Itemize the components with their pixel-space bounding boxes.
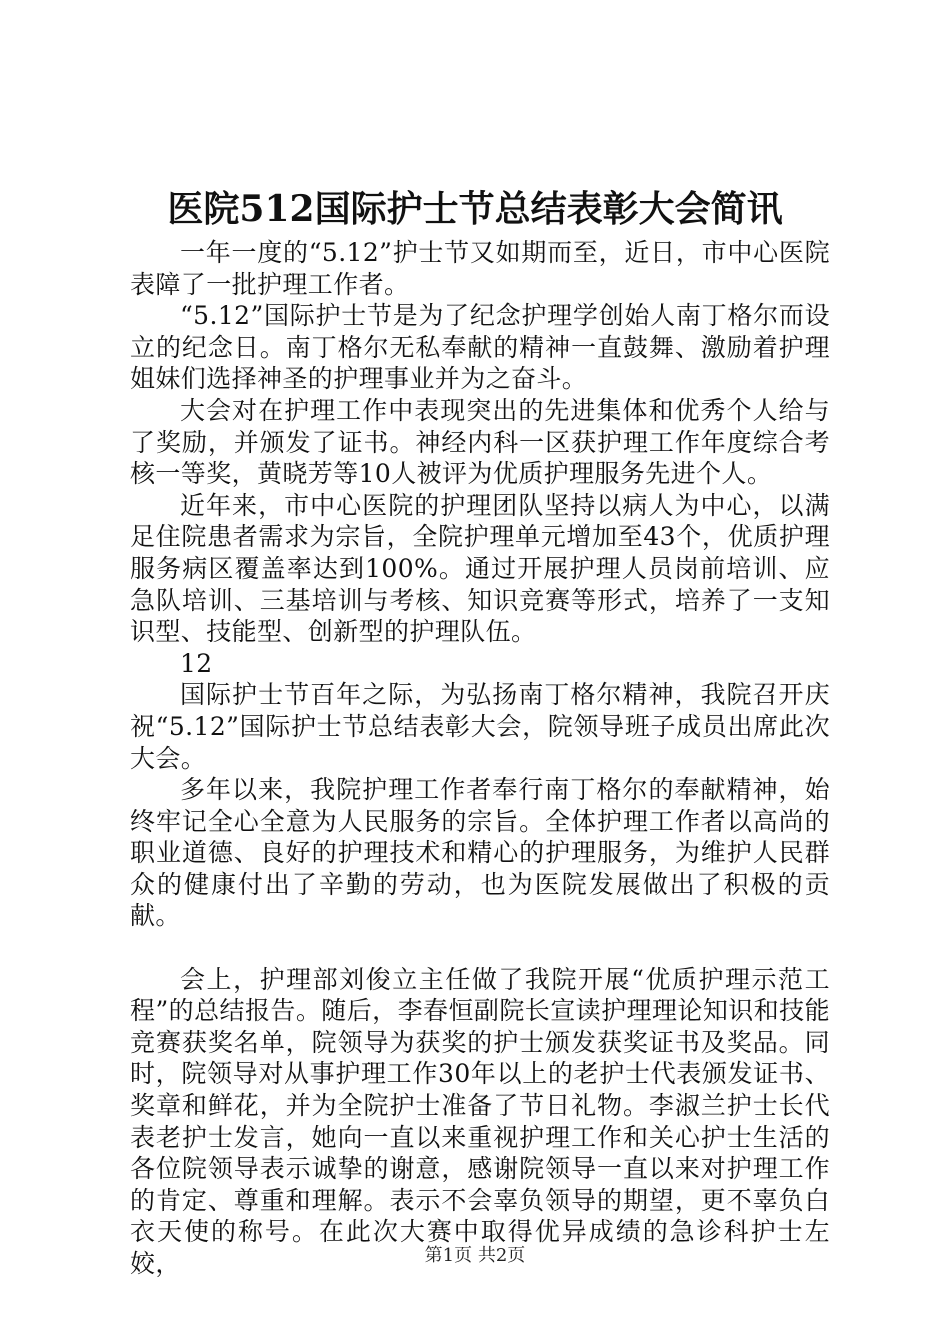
paragraph: 大会对在护理工作中表现突出的先进集体和优秀个人给与了奖励，并颁发了证书。神经内科一区获护理工作年度综合考核一等奖，黄晓芳等10人被评为优质护理服务先进个人。 [130,395,830,489]
paragraph: 多年以来，我院护理工作者奉行南丁格尔的奉献精神，始终牢记全心全意为人民服务的宗旨。全体护理工作者以高尚的职业道德、良好的护理技术和精心的护理服务，为维护人民群众的健康付出了辛勤的劳动，也为医院发展做出了积极的贡献。 [130,775,830,931]
paragraph: 近年来，市中心医院的护理团队坚持以病人为中心，以满足住院患者需求为宗旨，全院护理单元增加至43个，优质护理服务病区覆盖率达到100%。通过开展护理人员岗前培训、应急队培训、三基培训与考核、知识竞赛等形式，培养了一支知识型、技能型、创新型的护理队伍。 [130,490,830,647]
paragraph: 一年一度的“5.12”护士节又如期而至，近日，市中心医院表障了一批护理工作者。 [130,238,830,299]
paragraph: 国际护士节百年之际，为弘扬南丁格尔精神，我院召开庆祝“5.12”国际护士节总结表彰大会，院领导班子成员出席此次大会。 [130,680,830,773]
paragraph: “5.12”国际护士节是为了纪念护理学创始人南丁格尔而设立的纪念日。南丁格尔无私奉献的精神一直鼓舞、激励着护理姐妹们选择神圣的护理事业并为之奋斗。 [130,301,830,394]
paragraph: 12 [180,648,213,678]
document-body [130,237,830,1280]
page-footer: 第1页 共2页 [424,1245,526,1266]
blank-line [130,932,830,964]
paragraph: 会上，护理部刘俊立主任做了我院开展“优质护理示范工程”的总结报告。随后，李春恒副院长宣读护理理论知识和技能竞赛获奖名单，院领导为获奖的护士颁发获奖证书及奖品。同时，院领导对从事护理工作30年以上的老护士代表颁发证书、奖章和鲜花，并为全院护士准备了节日礼物。李淑兰护士长代表老护士发言，她向一直以来重视护理工作和关心护士生活的各位院领导表示诚挚的谢意，感谢院领导一直以来对护理工作的肯定、尊重和理解。表示不会辜负领导的期望，更不辜负白衣天使的称号。在此次大赛中取得优异成绩的急诊科护士左姣， [130,964,830,1278]
document-title: 医院512国际护士节总结表彰大会简讯 [167,188,783,230]
